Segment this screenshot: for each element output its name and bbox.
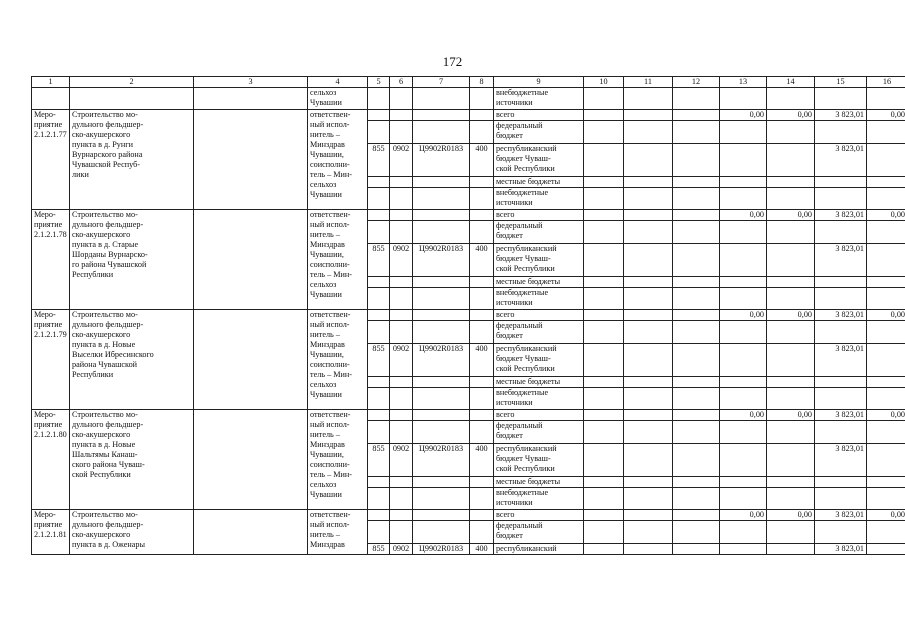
source-cell: всего <box>494 210 584 221</box>
column-header: 3 <box>194 77 308 88</box>
responsible-cell: ответствен- ный испол- нитель – Минздрав Чувашии, соисполни- тель – Мин- сельхоз Чувашии <box>308 410 368 510</box>
measure-code-cell: Меро- приятие 2.1.2.1.77 <box>32 110 70 210</box>
source-cell: республиканский <box>494 544 584 555</box>
grbs-cell: 855 <box>368 144 390 177</box>
value-cell: 3 823,01 <box>815 444 867 477</box>
csr-cell: Ц9902R0183 <box>413 144 470 177</box>
value-cell: 3 823,01 <box>815 344 867 377</box>
value-cell: 3 823,01 <box>815 144 867 177</box>
column-header: 16 <box>867 77 905 88</box>
csr-cell: Ц9902R0183 <box>413 244 470 277</box>
source-cell: республиканский бюджет Чуваш- ской Республики <box>494 344 584 377</box>
value-cell: 0,00 <box>767 510 815 521</box>
source-cell: федеральный бюджет <box>494 521 584 544</box>
source-cell: внебюджетные источники <box>494 288 584 310</box>
column-header: 8 <box>470 77 494 88</box>
csr-cell: Ц9902R0183 <box>413 544 470 555</box>
responsible-cell: ответствен- ный испол- нитель – Минздрав Чувашии, соисполни- тель – Мин- сельхоз Чувашии <box>308 310 368 410</box>
source-cell: федеральный бюджет <box>494 121 584 144</box>
rzpr-cell: 0902 <box>390 244 413 277</box>
source-cell: внебюджетные источники <box>494 388 584 410</box>
source-cell: всего <box>494 310 584 321</box>
source-cell: республиканский бюджет Чуваш- ской Республики <box>494 244 584 277</box>
value-cell: 0,00 <box>767 410 815 421</box>
rzpr-cell: 0902 <box>390 144 413 177</box>
column-header: 9 <box>494 77 584 88</box>
grbs-cell: 855 <box>368 344 390 377</box>
column-header: 10 <box>584 77 624 88</box>
source-cell: местные бюджеты <box>494 477 584 488</box>
responsible-cell: ответствен- ный испол- нитель – Минздрав <box>308 510 368 555</box>
value-cell: 0,00 <box>720 110 767 121</box>
rzpr-cell: 0902 <box>390 344 413 377</box>
value-cell: 0,00 <box>720 510 767 521</box>
responsible-cell: ответствен- ный испол- нитель – Минздрав Чувашии, соисполни- тель – Мин- сельхоз Чувашии <box>308 110 368 210</box>
source-cell: всего <box>494 110 584 121</box>
grbs-cell: 855 <box>368 544 390 555</box>
table-row <box>32 310 905 321</box>
source-cell: местные бюджеты <box>494 277 584 288</box>
measure-code-cell: Меро- приятие 2.1.2.1.78 <box>32 210 70 310</box>
column-header: 2 <box>70 77 194 88</box>
csr-cell: Ц9902R0183 <box>413 444 470 477</box>
source-cell: республиканский бюджет Чуваш- ской Республики <box>494 144 584 177</box>
vr-cell: 400 <box>470 444 494 477</box>
value-cell: 3 823,01 <box>815 410 867 421</box>
page-number: 172 <box>442 54 463 69</box>
source-cell: местные бюджеты <box>494 177 584 188</box>
source-cell: местные бюджеты <box>494 377 584 388</box>
column-header: 4 <box>308 77 368 88</box>
column-header: 7 <box>413 77 470 88</box>
responsible-cell: сельхоз Чувашии <box>308 88 368 110</box>
measure-name-cell: Строительство мо- дульного фельдшер- ско-акушерского пункта в д. Старые Шорданы Вурнарско- го района Чувашской Республики <box>70 210 194 310</box>
measure-name-cell: Строительство мо- дульного фельдшер- ско-акушерского пункта в д. Оженары <box>70 510 194 555</box>
vr-cell: 400 <box>470 544 494 555</box>
value-cell: 0,00 <box>867 110 905 121</box>
table-row <box>32 510 905 521</box>
source-cell: внебюджетные источники <box>494 488 584 510</box>
column-header: 6 <box>390 77 413 88</box>
value-cell: 0,00 <box>767 310 815 321</box>
continuation-row <box>32 88 905 110</box>
value-cell: 3 823,01 <box>815 544 867 555</box>
measure-code-cell: Меро- приятие 2.1.2.1.81 <box>32 510 70 555</box>
source-cell: федеральный бюджет <box>494 321 584 344</box>
value-cell: 0,00 <box>720 410 767 421</box>
column-header: 11 <box>624 77 673 88</box>
source-cell: всего <box>494 410 584 421</box>
measure-code-cell: Меро- приятие 2.1.2.1.79 <box>32 310 70 410</box>
table-row <box>32 210 905 221</box>
value-cell: 3 823,01 <box>815 244 867 277</box>
column-header: 1 <box>32 77 70 88</box>
value-cell: 0,00 <box>867 210 905 221</box>
rzpr-cell: 0902 <box>390 544 413 555</box>
budget-table <box>31 76 905 555</box>
value-cell: 3 823,01 <box>815 310 867 321</box>
value-cell: 3 823,01 <box>815 510 867 521</box>
table-row <box>32 410 905 421</box>
source-cell: внебюджетные источники <box>494 188 584 210</box>
value-cell: 0,00 <box>767 210 815 221</box>
value-cell: 0,00 <box>767 110 815 121</box>
vr-cell: 400 <box>470 344 494 377</box>
value-cell: 3 823,01 <box>815 210 867 221</box>
value-cell: 0,00 <box>867 410 905 421</box>
csr-cell: Ц9902R0183 <box>413 344 470 377</box>
source-cell: республиканский бюджет Чуваш- ской Республики <box>494 444 584 477</box>
source-cell: федеральный бюджет <box>494 221 584 244</box>
value-cell: 3 823,01 <box>815 110 867 121</box>
table-body <box>32 77 905 555</box>
rzpr-cell: 0902 <box>390 444 413 477</box>
measure-name-cell: Строительство мо- дульного фельдшер- ско-акушерского пункта в д. Новые Выселки Ибресинского района Чувашской Республики <box>70 310 194 410</box>
value-cell: 0,00 <box>867 510 905 521</box>
source-cell: внебюджетные источники <box>494 88 584 110</box>
column-header: 13 <box>720 77 767 88</box>
vr-cell: 400 <box>470 144 494 177</box>
value-cell: 0,00 <box>720 210 767 221</box>
value-cell: 0,00 <box>867 310 905 321</box>
measure-name-cell: Строительство мо- дульного фельдшер- ско-акушерского пункта в д. Рунги Вурнарского района Чувашской Респуб- лики <box>70 110 194 210</box>
column-header: 14 <box>767 77 815 88</box>
table-header-row <box>32 77 905 88</box>
column-header: 12 <box>673 77 720 88</box>
source-cell: всего <box>494 510 584 521</box>
grbs-cell: 855 <box>368 244 390 277</box>
vr-cell: 400 <box>470 244 494 277</box>
source-cell: федеральный бюджет <box>494 421 584 444</box>
table-row <box>32 110 905 121</box>
measure-name-cell: Строительство мо- дульного фельдшер- ско-акушерского пункта в д. Новые Шальтямы Канаш- ского района Чуваш- ской Республики <box>70 410 194 510</box>
responsible-cell: ответствен- ный испол- нитель – Минздрав Чувашии, соисполни- тель – Мин- сельхоз Чувашии <box>308 210 368 310</box>
measure-code-cell: Меро- приятие 2.1.2.1.80 <box>32 410 70 510</box>
grbs-cell: 855 <box>368 444 390 477</box>
value-cell: 0,00 <box>720 310 767 321</box>
column-header: 15 <box>815 77 867 88</box>
column-header: 5 <box>368 77 390 88</box>
